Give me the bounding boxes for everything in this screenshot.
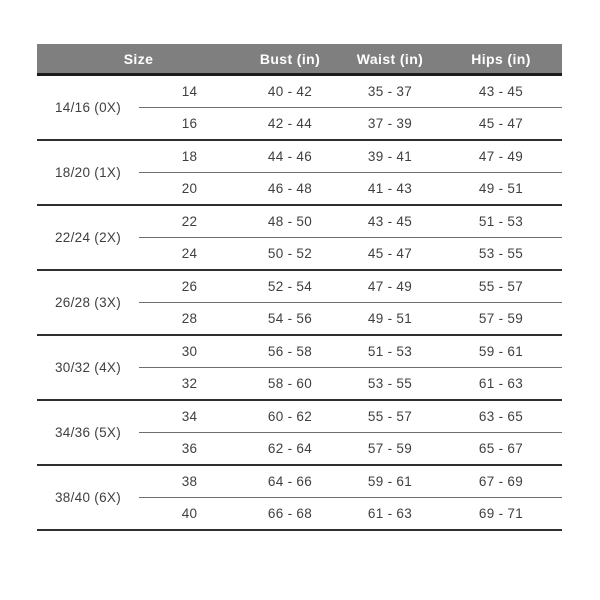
table-row [139, 206, 562, 238]
cell-bust: 62 - 64 [267, 440, 313, 456]
table-row [139, 368, 562, 400]
cell-hips: 47 - 49 [478, 148, 524, 164]
table-row [139, 173, 562, 205]
cell-waist: 39 - 41 [367, 148, 413, 164]
cell-size: 16 [181, 115, 198, 131]
cell-bust: 54 - 56 [267, 310, 313, 326]
group-label: 38/40 (6X) [54, 490, 122, 505]
size-group [37, 401, 562, 466]
table-body [37, 76, 562, 531]
group-rows [139, 466, 562, 529]
cell-waist: 49 - 51 [367, 310, 413, 326]
cell-size: 14 [181, 83, 198, 99]
cell-hips: 67 - 69 [478, 473, 524, 489]
cell-bust: 48 - 50 [267, 213, 313, 229]
cell-waist: 37 - 39 [367, 115, 413, 131]
cell-waist: 53 - 55 [367, 375, 413, 391]
cell-hips: 51 - 53 [478, 213, 524, 229]
cell-hips: 69 - 71 [478, 505, 524, 521]
size-group [37, 76, 562, 141]
table-row [139, 303, 562, 335]
group-label: 26/28 (3X) [54, 295, 122, 310]
cell-waist: 59 - 61 [367, 473, 413, 489]
cell-hips: 49 - 51 [478, 180, 524, 196]
cell-size: 26 [181, 278, 198, 294]
group-label: 22/24 (2X) [54, 230, 122, 245]
table-row [139, 141, 562, 173]
group-rows [139, 206, 562, 269]
group-label: 18/20 (1X) [54, 165, 122, 180]
size-group [37, 466, 562, 531]
size-group [37, 141, 562, 206]
group-rows [139, 141, 562, 204]
size-chart-table [37, 44, 562, 531]
cell-size: 34 [181, 408, 198, 424]
cell-size: 32 [181, 375, 198, 391]
table-header [37, 44, 562, 76]
cell-bust: 42 - 44 [267, 115, 313, 131]
cell-hips: 61 - 63 [478, 375, 524, 391]
table-row [139, 271, 562, 303]
header-hips: Hips (in) [471, 50, 531, 67]
cell-bust: 52 - 54 [267, 278, 313, 294]
cell-bust: 40 - 42 [267, 83, 313, 99]
cell-size: 18 [181, 148, 198, 164]
cell-hips: 63 - 65 [478, 408, 524, 424]
cell-hips: 59 - 61 [478, 343, 524, 359]
cell-bust: 60 - 62 [267, 408, 313, 424]
cell-waist: 61 - 63 [367, 505, 413, 521]
cell-waist: 51 - 53 [367, 343, 413, 359]
cell-size: 40 [181, 505, 198, 521]
cell-bust: 64 - 66 [267, 473, 313, 489]
group-rows [139, 76, 562, 139]
table-row [139, 108, 562, 140]
cell-hips: 57 - 59 [478, 310, 524, 326]
cell-waist: 47 - 49 [367, 278, 413, 294]
table-row [139, 336, 562, 368]
size-group [37, 271, 562, 336]
cell-hips: 43 - 45 [478, 83, 524, 99]
size-group [37, 336, 562, 401]
cell-bust: 44 - 46 [267, 148, 313, 164]
cell-hips: 45 - 47 [478, 115, 524, 131]
header-waist: Waist (in) [356, 50, 424, 67]
table-row [139, 76, 562, 108]
group-label: 14/16 (0X) [54, 100, 122, 115]
table-row [139, 433, 562, 465]
cell-size: 28 [181, 310, 198, 326]
header-bust: Bust (in) [259, 50, 321, 67]
group-rows [139, 336, 562, 399]
group-rows [139, 401, 562, 464]
cell-size: 20 [181, 180, 198, 196]
group-label: 30/32 (4X) [54, 360, 122, 375]
group-label: 34/36 (5X) [54, 425, 122, 440]
header-size: Size [123, 50, 154, 67]
cell-hips: 65 - 67 [478, 440, 524, 456]
table-row [139, 401, 562, 433]
cell-bust: 46 - 48 [267, 180, 313, 196]
cell-size: 22 [181, 213, 198, 229]
cell-waist: 57 - 59 [367, 440, 413, 456]
cell-hips: 55 - 57 [478, 278, 524, 294]
cell-waist: 41 - 43 [367, 180, 413, 196]
cell-waist: 45 - 47 [367, 245, 413, 261]
table-row [139, 238, 562, 270]
table-row [139, 466, 562, 498]
table-row [139, 498, 562, 530]
cell-size: 36 [181, 440, 198, 456]
cell-waist: 35 - 37 [367, 83, 413, 99]
cell-bust: 56 - 58 [267, 343, 313, 359]
cell-bust: 50 - 52 [267, 245, 313, 261]
cell-bust: 66 - 68 [267, 505, 313, 521]
cell-size: 24 [181, 245, 198, 261]
cell-size: 38 [181, 473, 198, 489]
cell-waist: 55 - 57 [367, 408, 413, 424]
cell-bust: 58 - 60 [267, 375, 313, 391]
group-rows [139, 271, 562, 334]
cell-size: 30 [181, 343, 198, 359]
size-group [37, 206, 562, 271]
cell-hips: 53 - 55 [478, 245, 524, 261]
cell-waist: 43 - 45 [367, 213, 413, 229]
